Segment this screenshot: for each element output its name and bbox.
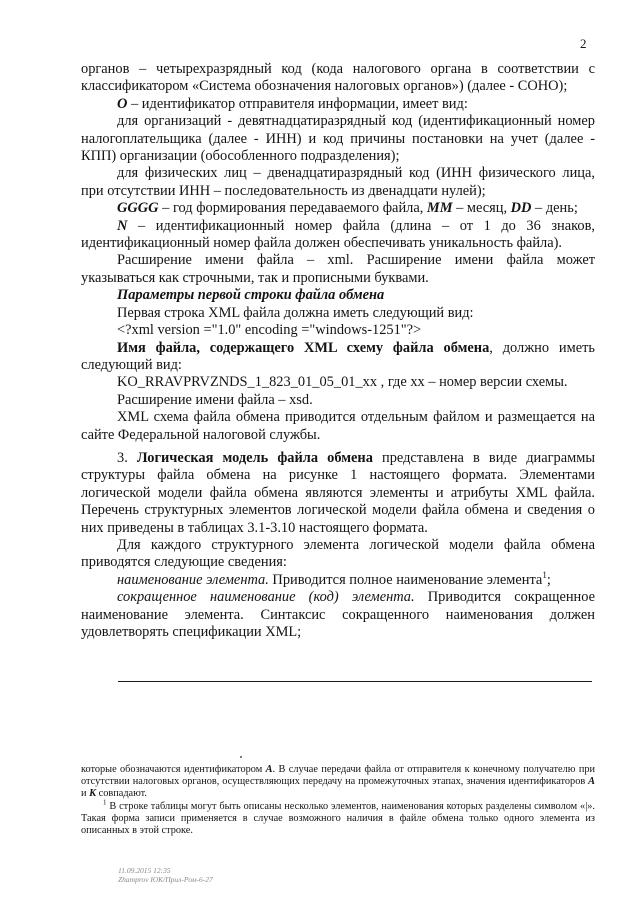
paragraph-schema-published: XML схема файла обмена приводится отдельным файлом и размещается на сайте Федеральной налоговой службы.: [81, 409, 595, 443]
element-name-text: Приводится полное наименование элемента: [268, 571, 543, 588]
file-number-symbol: N: [117, 217, 128, 234]
paragraph-schema-name: [81, 340, 595, 375]
fn-cont-k: К: [89, 788, 97, 800]
print-stamp: [118, 866, 213, 884]
footnote-ref: 1: [542, 569, 547, 580]
footnotes: [81, 764, 595, 837]
paragraph-first-line: Первая строка XML файла должна иметь следующий вид:: [117, 304, 474, 321]
short-name-italic: сокращенное наименование (код) элемента.: [117, 589, 415, 606]
element-name-end: ;: [546, 571, 551, 588]
fn-cont-3: и: [81, 788, 90, 800]
sender-id-symbol: О: [117, 95, 128, 112]
print-stamp-path: Zhamprov ЮК/Прил-Ром-6-27: [118, 875, 213, 884]
paragraph-short-name: [81, 589, 595, 641]
short-name-text: Приводится сокращенное наименование элемента. Синтаксис сокращенного наименования должен удовлетворять спецификации XML;: [81, 589, 595, 640]
month-symbol: MM: [426, 200, 453, 217]
footnote-1-marker: 1: [103, 798, 107, 807]
day-text: – день;: [531, 200, 578, 217]
main-text: [81, 61, 595, 641]
print-stamp-date: 11.09.2015 12:35: [118, 866, 171, 875]
paragraph-individuals: для физических лиц – двенадцатиразрядный код (ИНН физического лица, при отсутствии ИНН – последовательность из двенадцати нулей);: [81, 165, 595, 199]
fn-cont-a2: А: [588, 776, 595, 788]
footnote-1: [81, 798, 595, 838]
section-number: 3.: [117, 449, 137, 466]
fn-cont-4: совпадают.: [96, 788, 147, 800]
paragraph-organizations: для организаций - девятнадцатиразрядный код (идентификационный номер налогоплательщика (далее - ИНН) и код причины постановки на учет (далее - КПП) организации (обособленного подразделения);: [81, 113, 595, 165]
fn-cont-2: . В случае передачи файла от отправителя к конечному получателю при отсутствии налоговых органов, осуществляющих передачу на промежуточных этапах, значения идентификаторов: [81, 764, 595, 788]
fn-cont-1: которые обозначаются идентификатором: [81, 764, 266, 775]
year-symbol: GGGG: [117, 200, 159, 217]
paragraph-extension: Расширение имени файла – xml. Расширение имени файла может указываться как строчными, так и прописными буквами.: [81, 252, 595, 286]
logical-model-bold: Логическая модель файла обмена: [136, 449, 373, 466]
footnote-1-text: В строке таблицы могут быть описаны несколько элементов, наименования которых разделены символом «|». Такая форма записи применяется в случае возможного наличия в файле обмена только одного элемента из описанных в этой строке.: [81, 800, 595, 837]
paragraph-logical-model: [81, 450, 595, 537]
logical-model-text: представлена в виде диаграммы структуры файла обмена на рисунке 1 настоящего формата. Элементами логической модели файла обмена являются элементы и атрибуты XML файла. Перечень структурных элементов логической модели файла обмена и сведения о них приведены в таблицах 3.1-3.10 настоящего формата.: [81, 449, 595, 536]
sender-id-text: – идентификатор отправителя информации, имеет вид:: [127, 95, 468, 112]
day-symbol: DD: [510, 200, 532, 217]
paragraph-file-number: [81, 218, 595, 253]
month-text: – месяц,: [452, 200, 511, 217]
xml-declaration: <?xml version ="1.0" encoding ="windows-1251"?>: [117, 322, 422, 339]
page-number: 2: [580, 36, 587, 51]
footnote-separator: [118, 681, 592, 682]
paragraph-date-codes: [81, 200, 595, 217]
scan-speck: [240, 756, 242, 758]
paragraph-xsd-extension: Расширение имени файла – xsd.: [117, 391, 313, 408]
paragraph-sono: органов – четырехразрядный код (кода налогового органа в соответствии с классификатором «Система обозначения налоговых органов») (далее - СОНО);: [81, 61, 595, 95]
schema-file-name: KO_RRAVPRVZNDS_1_823_01_05_01_xx , где хх – номер версии схемы.: [117, 374, 568, 391]
schema-name-bold: Имя файла, содержащего XML схему файла обмена: [117, 339, 490, 356]
schema-name-text: , должно иметь следующий вид:: [81, 339, 595, 373]
file-number-text: – идентификационный номер файла (длина – от 1 до 36 знаков, идентификационный номер файла должен обеспечивать уникальность файла).: [81, 217, 595, 252]
paragraph-element-name: [81, 569, 595, 589]
section-heading-first-line: Параметры первой строки файла обмена: [117, 287, 385, 304]
paragraph-element-info: Для каждого структурного элемента логической модели файла обмена приводятся следующие сведения:: [81, 536, 595, 571]
element-name-italic: наименование элемента.: [117, 571, 269, 588]
year-text: – год формирования передаваемого файла,: [158, 200, 427, 217]
paragraph-sender-id: [81, 96, 595, 113]
fn-cont-a1: А: [265, 764, 273, 775]
footnote-continuation: [81, 764, 595, 801]
